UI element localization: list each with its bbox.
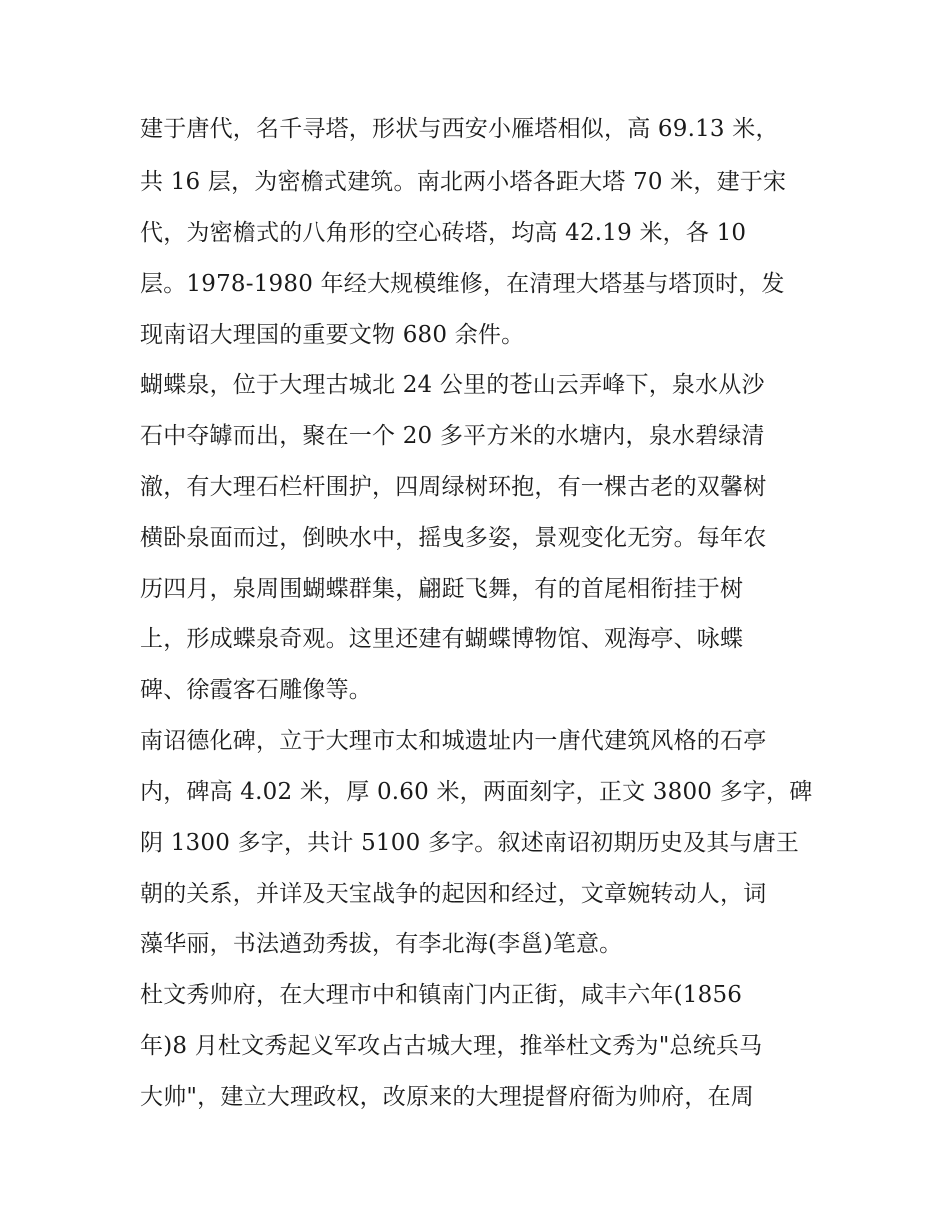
text-line: 代，为密檐式的八角形的空心砖塔，均高 42.19 米，各 10 (140, 220, 747, 246)
text-line: 大帅"，建立大理政权，改原来的大理提督府衙为帅府，在周 (140, 1084, 754, 1110)
text-line: 碑、徐霞客石雕像等。 (140, 677, 372, 703)
text-line: 横卧泉面而过，倒映水中，摇曳多姿，景观变化无穷。每年农 (140, 525, 767, 551)
text-line: 蝴蝶泉，位于大理古城北 24 公里的苍山云弄峰下，泉水从沙 (140, 372, 765, 398)
text-line: 建于唐代，名千寻塔，形状与西安小雁塔相似，高 69.13 米， (140, 116, 779, 142)
text-line: 阴 1300 多字，共计 5100 多字。叙述南诏初期历史及其与唐王 (140, 830, 800, 856)
text-line: 年)8 月杜文秀起义军攻占古城大理，推举杜文秀为"总统兵马 (140, 1033, 763, 1059)
text-line: 内，碑高 4.02 米，厚 0.60 米，两面刻字，正文 3800 多字，碑 (140, 779, 813, 805)
text-line: 现南诏大理国的重要文物 680 余件。 (140, 322, 525, 348)
text-line: 南诏德化碑，立于大理市太和城遗址内一唐代建筑风格的石亭 (140, 728, 767, 754)
text-line: 石中夺罅而出，聚在一个 20 多平方米的水塘内，泉水碧绿清 (140, 423, 765, 449)
text-line: 藻华丽，书法遒劲秀拔，有李北海(李邕)笔意。 (140, 931, 623, 957)
text-line: 朝的关系，并详及天宝战争的起因和经过，文章婉转动人，词 (140, 881, 767, 907)
text-line: 层。1978-1980 年经大规模维修，在清理大塔基与塔顶时，发 (140, 271, 785, 297)
text-line: 澈，有大理石栏杆围护，四周绿树环抱，有一棵古老的双馨树 (140, 474, 767, 500)
text-line: 杜文秀帅府，在大理市中和镇南门内正街，咸丰六年(1856 (140, 982, 743, 1008)
text-line: 历四月，泉周围蝴蝶群集，翩跹飞舞，有的首尾相衔挂于树 (140, 576, 744, 602)
text-line: 共 16 层，为密檐式建筑。南北两小塔各距大塔 70 米，建于宋 (140, 169, 787, 195)
text-line: 上，形成蝶泉奇观。这里还建有蝴蝶博物馆、观海亭、咏蝶 (140, 626, 744, 652)
